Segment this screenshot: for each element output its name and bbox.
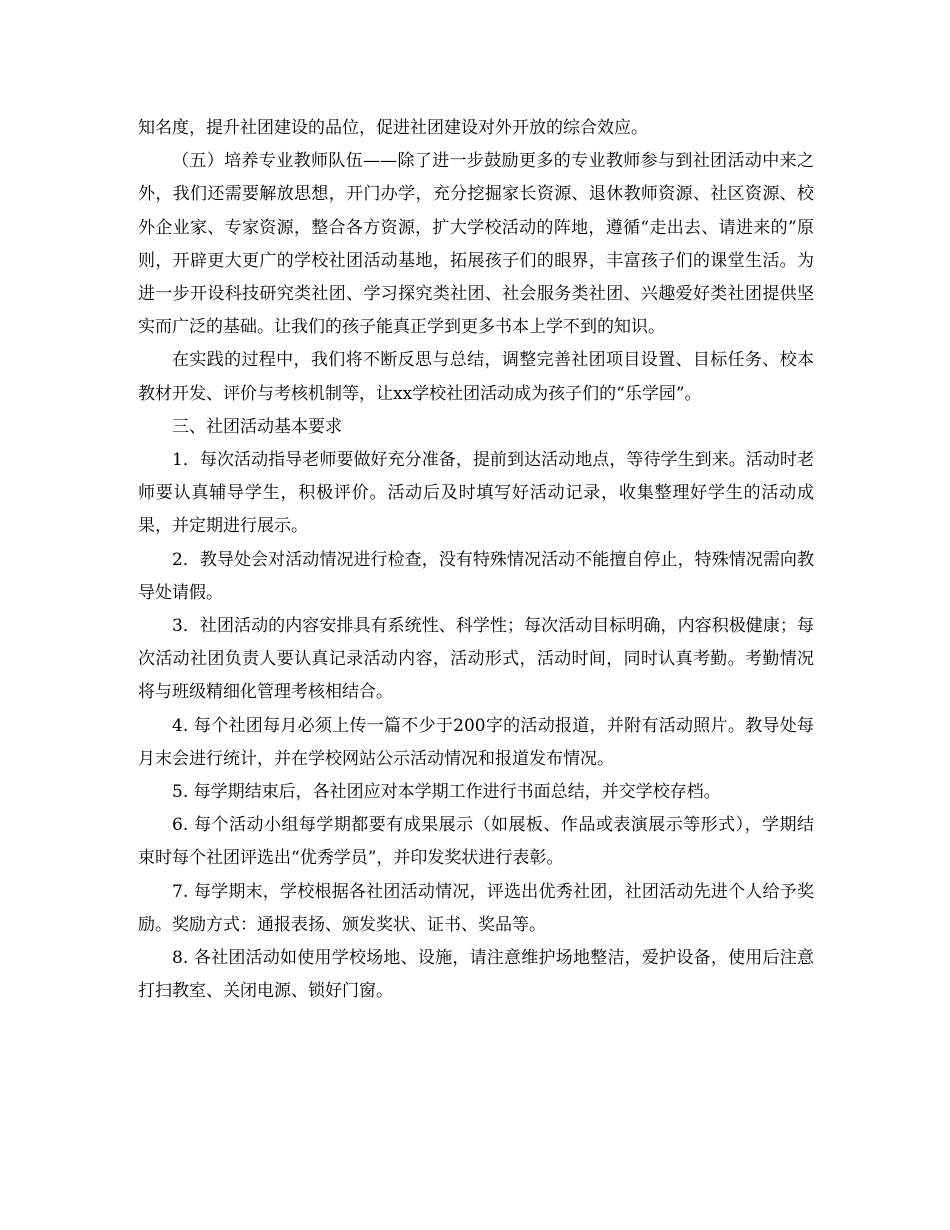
requirement-item-8: 8. 各社团活动如使用学校场地、设施，请注意维护场地整洁，爱护设备，使用后注意打扫教室、关闭电源、锁好门窗。 [138, 948, 814, 1002]
paragraph-practice-reflection: 在实践的过程中，我们将不断反思与总结，调整完善社团项目设置、目标任务、校本教材开发、评价与考核机制等，让xx学校社团活动成为孩子们的“乐学园”。 [138, 350, 814, 404]
requirement-item-3: 3．社团活动的内容安排具有系统性、科学性；每次活动目标明确，内容积极健康；每次活动社团负责人要认真记录活动内容，活动形式，活动时间，同时认真考勤。考勤情况将与班级精细化管理考核相结合。 [138, 616, 814, 703]
requirement-item-5: 5. 每学期结束后，各社团应对本学期工作进行书面总结，并交学校存档。 [172, 782, 721, 803]
document-body [138, 112, 814, 1008]
requirement-item-4: 4. 每个社团每月必须上传一篇不少于200字的活动报道，并附有活动照片。教导处每月末会进行统计，并在学校网站公示活动情况和报道发布情况。 [138, 715, 814, 769]
paragraph-continuation: 知名度，提升社团建设的品位，促进社团建设对外开放的综合效应。 [138, 118, 648, 138]
paragraph-teacher-team: （五）培养专业教师队伍——除了进一步鼓励更多的专业教师参与到社团活动中来之外，我们还需要解放思想，开门办学，充分挖掘家长资源、退休教师资源、社区资源、校外企业家、专家资源，整合各方资源，扩大学校活动的阵地，遵循“走出去、请进来的”原则，开辟更大更广的学校社团活动基地，拓展孩子们的眼界，丰富孩子们的课堂生活。为进一步开设科技研究类社团、学习探究类社团、社会服务类社团、兴趣爱好类社团提供坚实而广泛的基础。让我们的孩子能真正学到更多书本上学不到的知识。 [138, 151, 814, 338]
requirement-item-7: 7. 每学期末，学校根据各社团活动情况，评选出优秀社团，社团活动先进个人给予奖励。奖励方式：通报表扬、颁发奖状、证书、奖品等。 [138, 881, 814, 935]
requirement-item-1: 1．每次活动指导老师要做好充分准备，提前到达活动地点，等待学生到来。活动时老师要认真辅导学生，积极评价。活动后及时填写好活动记录，收集整理好学生的活动成果，并定期进行展示。 [138, 450, 814, 537]
requirement-item-2: 2．教导处会对活动情况进行检查，没有特殊情况活动不能擅自停止，特殊情况需向教导处请假。 [138, 549, 814, 603]
section-heading-requirements: 三、社团活动基本要求 [172, 416, 342, 437]
requirement-item-6: 6. 每个活动小组每学期都要有成果展示（如展板、作品或表演展示等形式），学期结束时每个社团评选出“优秀学员”，并印发奖状进行表彰。 [138, 815, 814, 869]
